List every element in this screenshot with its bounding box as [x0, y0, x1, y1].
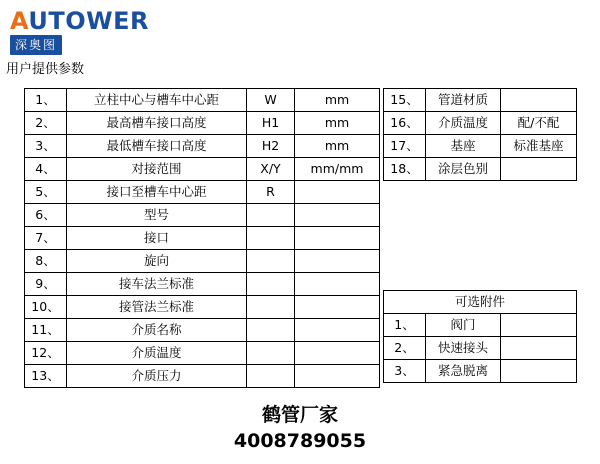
- row-label: 介质温度: [426, 112, 501, 135]
- table-row: [25, 319, 380, 342]
- row-symbol: [247, 204, 295, 227]
- row-symbol: [247, 273, 295, 296]
- company-logo: [10, 7, 149, 52]
- row-unit: mm/mm: [295, 158, 380, 181]
- row-unit: [295, 342, 380, 365]
- row-number: 11、: [25, 319, 67, 342]
- row-number: 18、: [384, 158, 426, 181]
- row-number: 4、: [25, 158, 67, 181]
- table-row: [25, 365, 380, 388]
- user-parameters-table-right: [383, 88, 577, 181]
- row-symbol: [247, 342, 295, 365]
- footer-contact: [0, 402, 600, 454]
- row-number: 15、: [384, 89, 426, 112]
- row-label: 立柱中心与槽车中心距: [67, 89, 247, 112]
- table-header-row: [384, 291, 577, 314]
- row-label: 接车法兰标准: [67, 273, 247, 296]
- row-label: 接口: [67, 227, 247, 250]
- row-symbol: [247, 250, 295, 273]
- row-symbol: H1: [247, 112, 295, 135]
- row-label: 型号: [67, 204, 247, 227]
- row-label: 快速接头: [426, 337, 501, 360]
- user-parameters-table: [24, 88, 380, 388]
- row-number: 7、: [25, 227, 67, 250]
- row-value: [501, 360, 577, 383]
- logo-subtitle: 深奥图: [10, 35, 62, 55]
- row-symbol: [247, 365, 295, 388]
- footer-company-line: 鹤管厂家: [261, 404, 338, 426]
- row-symbol: [247, 319, 295, 342]
- logo-wordmark: [10, 7, 149, 35]
- row-label: 最高槽车接口高度: [67, 112, 247, 135]
- accessories-header: 可选附件: [384, 291, 577, 314]
- row-unit: [295, 181, 380, 204]
- row-symbol: W: [247, 89, 295, 112]
- table-row: [384, 158, 577, 181]
- row-unit: [295, 319, 380, 342]
- row-unit: mm: [295, 112, 380, 135]
- table-row: [25, 112, 380, 135]
- table-row: [25, 135, 380, 158]
- row-symbol: X/Y: [247, 158, 295, 181]
- row-unit: [295, 365, 380, 388]
- footer-phone-line: 4008789055: [233, 430, 367, 452]
- row-unit: mm: [295, 135, 380, 158]
- row-number: 2、: [384, 337, 426, 360]
- row-label: 介质压力: [67, 365, 247, 388]
- row-number: 6、: [25, 204, 67, 227]
- row-number: 17、: [384, 135, 426, 158]
- row-value: [501, 89, 577, 112]
- row-number: 10、: [25, 296, 67, 319]
- table-row: [384, 337, 577, 360]
- table-row: [384, 112, 577, 135]
- row-unit: [295, 204, 380, 227]
- table-row: [25, 250, 380, 273]
- row-symbol: H2: [247, 135, 295, 158]
- row-symbol: [247, 227, 295, 250]
- row-value: 配/不配: [501, 112, 577, 135]
- table-row: [25, 342, 380, 365]
- row-value: [501, 337, 577, 360]
- table-row: [384, 314, 577, 337]
- row-number: 2、: [25, 112, 67, 135]
- row-symbol: [247, 296, 295, 319]
- row-label: 紧急脱离: [426, 360, 501, 383]
- row-number: 16、: [384, 112, 426, 135]
- logo-letter-a: A: [10, 7, 29, 35]
- row-number: 3、: [25, 135, 67, 158]
- row-number: 1、: [25, 89, 67, 112]
- row-label: 基座: [426, 135, 501, 158]
- row-unit: [295, 250, 380, 273]
- row-number: 13、: [25, 365, 67, 388]
- optional-accessories-table: [383, 290, 577, 383]
- logo-letters-rest: UTOWER: [28, 7, 149, 35]
- table-row: [384, 360, 577, 383]
- page-title: 用户提供参数: [6, 62, 85, 77]
- row-value: [501, 158, 577, 181]
- row-number: 9、: [25, 273, 67, 296]
- row-number: 8、: [25, 250, 67, 273]
- table-row: [384, 135, 577, 158]
- table-row: [25, 273, 380, 296]
- row-label: 对接范围: [67, 158, 247, 181]
- row-label: 阀门: [426, 314, 501, 337]
- row-unit: [295, 296, 380, 319]
- row-label: 介质温度: [67, 342, 247, 365]
- row-label: 接口至槽车中心距: [67, 181, 247, 204]
- row-number: 1、: [384, 314, 426, 337]
- row-label: 管道材质: [426, 89, 501, 112]
- row-number: 3、: [384, 360, 426, 383]
- row-label: 最低槽车接口高度: [67, 135, 247, 158]
- row-unit: mm: [295, 89, 380, 112]
- table-row: [25, 227, 380, 250]
- table-row: [25, 158, 380, 181]
- row-number: 12、: [25, 342, 67, 365]
- row-value: [501, 314, 577, 337]
- row-label: 介质名称: [67, 319, 247, 342]
- row-symbol: R: [247, 181, 295, 204]
- table-row: [25, 204, 380, 227]
- row-unit: [295, 273, 380, 296]
- row-label: 接管法兰标准: [67, 296, 247, 319]
- row-value: 标准基座: [501, 135, 577, 158]
- row-number: 5、: [25, 181, 67, 204]
- row-unit: [295, 227, 380, 250]
- table-row: [25, 296, 380, 319]
- table-row: [25, 181, 380, 204]
- table-row: [384, 89, 577, 112]
- row-label: 旋向: [67, 250, 247, 273]
- table-row: [25, 89, 380, 112]
- row-label: 涂层色别: [426, 158, 501, 181]
